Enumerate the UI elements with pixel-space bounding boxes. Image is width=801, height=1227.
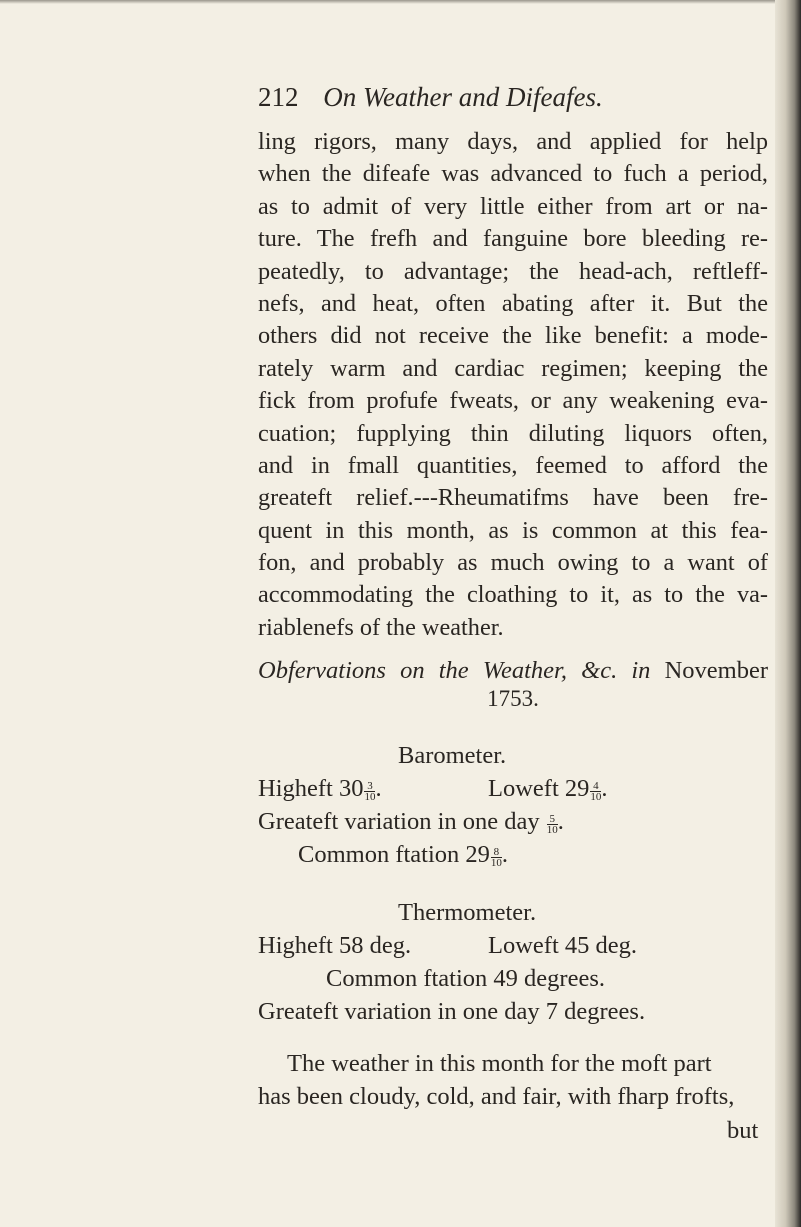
running-header xyxy=(258,82,603,113)
heading-italic: Obfervations on the Weather, &c. in xyxy=(258,657,651,684)
thermometer-common: Common ftation 49 degrees. xyxy=(326,965,605,992)
heading-line xyxy=(258,656,768,686)
text-line: fon, and probably as much owing to a want of xyxy=(258,549,768,577)
page-top-edge xyxy=(0,0,801,4)
text-line: riablenefs of the weather. xyxy=(258,613,504,641)
text-line: and in fmall quantities, feemed to afford the xyxy=(258,451,768,479)
barometer-lowest-whole: 29 xyxy=(564,775,590,802)
barometer-lowest-label: Loweft xyxy=(488,775,559,802)
text-line: others did not receive the like benefit: a mode- xyxy=(258,322,768,350)
fraction xyxy=(547,814,558,835)
barometer-highest: Higheft 30 $\frac{3}{10}$ . xyxy=(258,775,382,803)
fraction-numerator: 8 xyxy=(491,847,502,858)
text-line: ling rigors, many days, and applied for help xyxy=(258,128,768,155)
closing-line: has been cloudy, cold, and fair, with fharp frofts, xyxy=(258,1083,735,1110)
text-line: accommodating the cloathing to it, as to the va- xyxy=(258,581,768,609)
barometer-common-whole: 29 xyxy=(465,841,490,868)
observations-heading xyxy=(258,656,768,714)
text-line: fick from profufe fweats, or any weakening eva- xyxy=(258,387,768,415)
fraction xyxy=(364,781,375,802)
barometer-variation-label: Greateft variation in one day xyxy=(258,808,540,835)
text-line: cuation; fupplying thin diluting liquors often, xyxy=(258,419,768,447)
catchword: but xyxy=(727,1117,759,1144)
barometer-lowest: Loweft 29 $\frac{4}{10}$ . xyxy=(488,775,608,803)
paragraph xyxy=(258,126,768,644)
fraction xyxy=(590,781,601,802)
fraction-denominator: 10 xyxy=(590,791,602,803)
closing-line: The weather in this month for the moft part xyxy=(287,1050,712,1077)
barometer-variation: Greateft variation in one day $\frac{5}{10}$ . xyxy=(258,808,564,836)
page-binding-edge xyxy=(775,0,801,1227)
fraction-denominator: 10 xyxy=(364,791,376,803)
barometer-highest-label: Higheft xyxy=(258,775,333,802)
fraction-denominator: 10 xyxy=(546,824,558,836)
text-line: ture. The frefh and fanguine bore bleeding re- xyxy=(258,225,768,253)
text-line: peatedly, to advantage; the head-ach, reftleff- xyxy=(258,257,768,285)
thermometer-lowest: Loweft 45 deg. xyxy=(488,932,637,959)
text-line: rately warm and cardiac regimen; keeping the xyxy=(258,354,768,382)
fraction-numerator: 4 xyxy=(590,781,601,792)
thermometer-title: Thermometer. xyxy=(398,899,537,926)
heading-month: November xyxy=(664,657,768,684)
barometer-common-label: Common ftation xyxy=(298,841,460,868)
barometer-common: Common ftation 29 $\frac{8}{10}$ . xyxy=(298,841,509,869)
text-line: quent in this month, as is common at this fea- xyxy=(258,516,768,544)
text-line: as to admit of very little either from art or na- xyxy=(258,192,768,220)
barometer-highest-whole: 30 xyxy=(338,775,364,802)
thermometer-variation: Greateft variation in one day 7 degrees. xyxy=(258,998,646,1025)
fraction-numerator: 3 xyxy=(364,781,375,792)
heading-year: 1753. xyxy=(487,686,539,711)
barometer-title: Barometer. xyxy=(398,742,507,769)
page-number: 212 xyxy=(258,82,299,112)
fraction-denominator: 10 xyxy=(490,857,502,869)
text-line: when the difeafe was advanced to fuch a period, xyxy=(258,160,768,188)
fraction xyxy=(491,847,502,868)
fraction-numerator: 5 xyxy=(547,814,558,825)
text-line: nefs, and heat, often abating after it. But the xyxy=(258,289,768,317)
thermometer-highest: Higheft 58 deg. xyxy=(258,932,412,959)
running-title: On Weather and Difeafes. xyxy=(323,82,603,112)
text-line: greateft relief.---Rheumatifms have been fre- xyxy=(258,484,768,512)
